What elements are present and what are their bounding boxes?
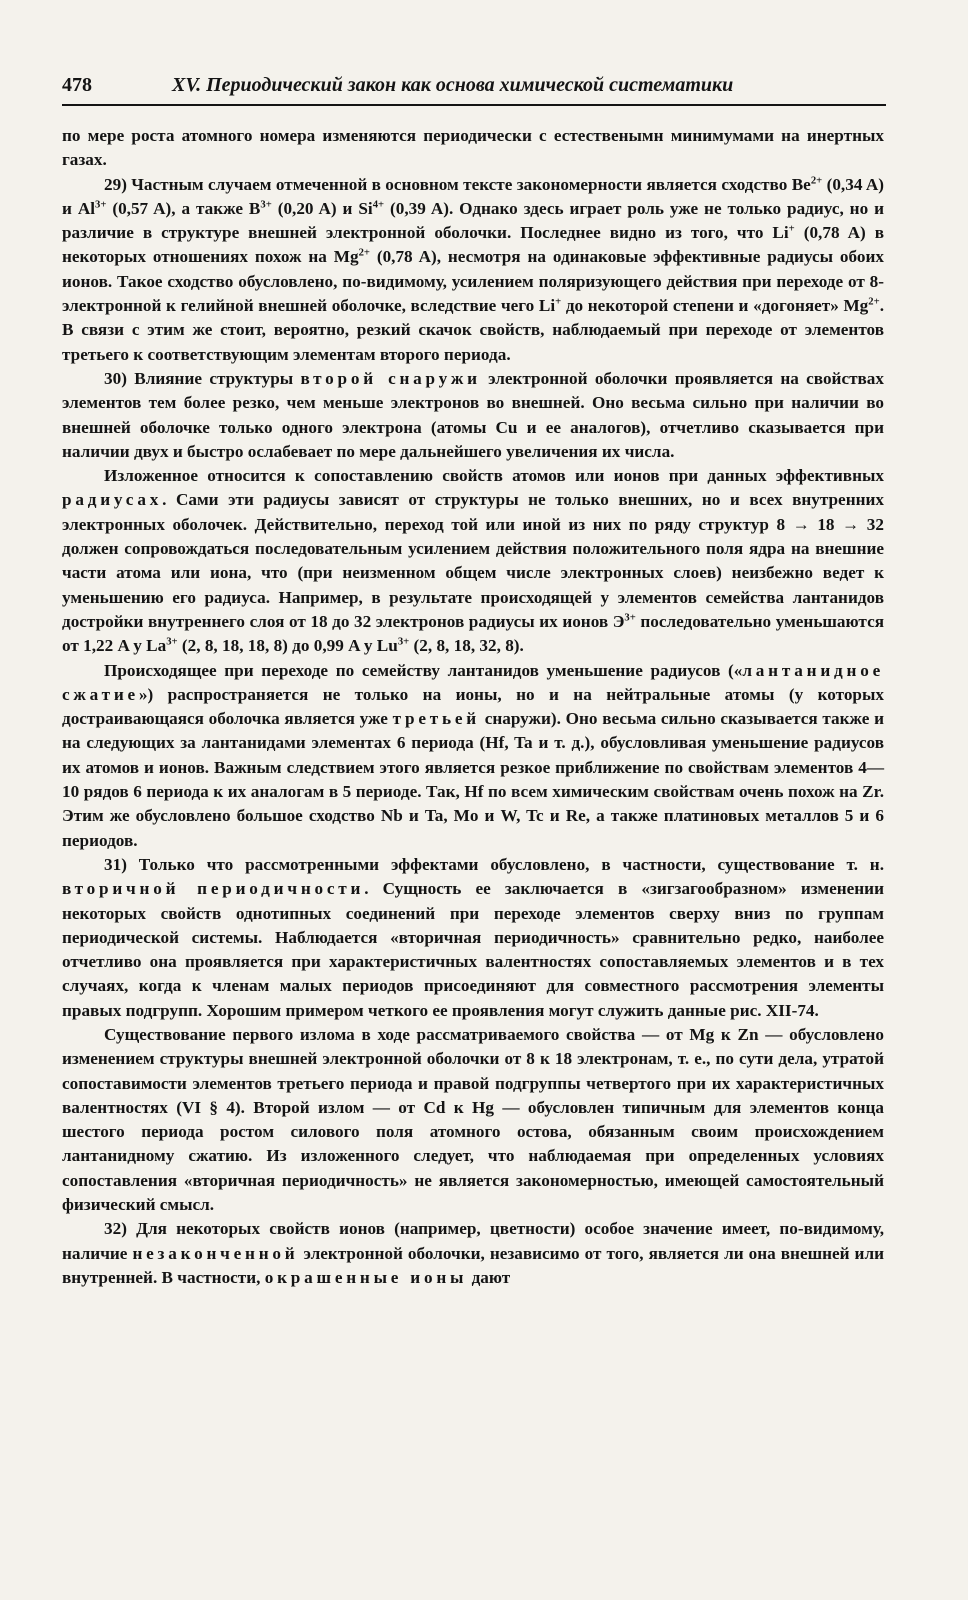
text-run: (0,57 A), а также B xyxy=(106,198,261,218)
emphasized-term: радиусах xyxy=(62,490,163,510)
paragraph xyxy=(62,464,884,658)
superscript-charge: 2+ xyxy=(868,296,880,308)
superscript-charge: 4+ xyxy=(372,199,385,211)
text-run: 32) Для некоторых свойств ионов (например, цветности) особое значение имеет, по-видимому, наличие xyxy=(62,1219,884,1263)
running-title: XV. Периодический закон как основа химической систематики xyxy=(172,74,734,96)
text-run: Существование первого излома в ходе рассматриваемого свойства — от Mg к Zn — обусловлено изменением структуры внешней электронной оболочки от 8 к 18 электронам, т. е., по сути дела, утратой сопоставимости элементов третьего периода и правой подгруппы четвертого при их характеристичных валентностях (VI § 4). Второй излом — от Cd к Hg — обусловлен типичным для элементов конца шестого периода ростом силового поля атомного остова, обязанным своим происхождением лантанидному сжатию. Из изложенного следует, что наблюдаемая при определенных условиях сопоставления «вторичная периодичность» не является закономерностью, имеющей самостоятельный физический смысл. xyxy=(62,1024,884,1215)
paragraph xyxy=(62,173,884,367)
text-run: по мере роста атомного номера изменяются периодически с естественымн минимумами на инертных газах. xyxy=(62,126,884,170)
text-run: (0,20 A) и Si xyxy=(271,198,373,218)
superscript-charge: 3+ xyxy=(624,612,636,624)
text-run: 31) Только что рассмотренными эффектами обусловлено, в частности, существование т. н. xyxy=(104,854,884,874)
text-run: (2, 8, 18, 18, 8) до 0,99 A у Lu xyxy=(177,636,398,656)
text-run: (0,78 A) в некоторых отношениях похож на Mg xyxy=(62,223,884,267)
superscript-charge: 3+ xyxy=(166,636,178,648)
text-run: ») распространяется не только на ионы, но и на нейтральные атомы (у которых достраивающаяся оболочка является уже xyxy=(62,684,884,729)
superscript-charge: 3+ xyxy=(260,199,272,211)
paragraph xyxy=(62,1023,884,1217)
text-run: 29) Частным случаем отмеченной в основном тексте закономерности является сходство Be xyxy=(104,174,811,194)
text-run: (0,39 A). Однако здесь играет роль уже не только радиус, но и различие в структуре внешней электронной оболочки. Последнее видно из того, что Li xyxy=(62,198,884,243)
text-run: электронной оболочки проявляется на свойствах элементов тем более резко, чем меньше электронов во внешней. Оно весьма сильно при наличии во внешней оболочке только одного электрона (атомы Cu и ее аналогов), отчетливо сказывается при наличии двух и быстро ослабевает по мере дальнейшего увеличения их числа. xyxy=(62,368,884,461)
page-number: 478 xyxy=(62,74,92,96)
text-run: . В связи с этим же стоит, вероятно, резкий скачок свойств, наблюдаемый при переходе от элементов третьего к соответствующим элементам второго периода. xyxy=(62,296,884,364)
paragraph xyxy=(62,853,884,1023)
text-run: Происходящее при переходе по семейству лантанидов уменьшение радиусов (« xyxy=(104,660,743,680)
text-run: 30) Влияние структуры xyxy=(104,368,301,388)
superscript-charge: + xyxy=(788,223,795,235)
superscript-charge: 3+ xyxy=(95,199,107,211)
emphasized-term: окрашенные ионы xyxy=(264,1267,468,1287)
superscript-charge: 3+ xyxy=(397,636,410,648)
emphasized-term: лантанидное сжатие xyxy=(62,660,884,704)
paragraph xyxy=(62,367,884,464)
superscript-charge: 2+ xyxy=(810,174,823,186)
emphasized-term: незаконченной xyxy=(132,1243,299,1263)
text-run: последовательно уменьшаются от 1,22 A у La xyxy=(62,611,885,656)
text-run: . Сами эти радиусы зависят от структуры не только внешних, но и всех внутренних электронных оболочек. Действительно, переход той или иной из них по ряду структур 8 → 18 → 32 должен сопровождаться последовательным усилением действия положительного поля ядра на внешние части атома или иона, что (при неизменном общем числе электронных слоев) неизбежно ведет к уменьшению его радиуса. Например, в результате происходящей у элементов семейства лантанидов достройки внутреннего слоя от 18 до 32 электронов радиусы их ионов Э xyxy=(62,490,884,631)
text-run: электронной оболочки, независимо от того, является ли она внешней или внутренней. В частности, xyxy=(62,1243,884,1287)
superscript-charge: 2+ xyxy=(358,247,370,259)
text-run: (0,34 A) и Al xyxy=(62,174,884,218)
superscript-charge: + xyxy=(555,296,562,308)
emphasized-term: вторичной периодичности xyxy=(62,879,365,899)
emphasized-term: третьей xyxy=(392,709,480,729)
text-run: . Сущность ее заключается в «зигзагообразном» изменении некоторых свойств однотипных соединений при переходе элементов сверху вниз по группам периодической системы. Наблюдается «вторичная периодичность» сравнительно редко, наиболее отчетливо она проявляется при характеристичных валентностях сопоставляемых элементов и в тех случаях, когда к членам малых периодов присоединяют для совместного рассмотрения элементы правых подгрупп. Хорошим примером четкого ее проявления могут служить данные рис. XII-74. xyxy=(62,879,884,1020)
text-run: снаружи). Оно весьма сильно сказывается также и на следующих за лантанидами элементах 6 периода (Hf, Ta и т. д.), обусловливая уменьшение радиусов их атомов и ионов. Важным следствием этого является резкое приближение по свойствам элементов 4—10 рядов 6 периода к их аналогам в 5 периоде. Так, Hf по всем химическим свойствам очень похож на Zr. Этим же обусловлено большое сходство Nb и Ta, Mo и W, Tc и Re, а также платиновых металлов 5 и 6 периодов. xyxy=(62,709,885,850)
emphasized-term: второй снаружи xyxy=(300,368,481,388)
text-run: дают xyxy=(467,1267,511,1287)
paragraph xyxy=(62,124,884,173)
paragraph xyxy=(62,659,884,853)
page-header xyxy=(62,72,886,106)
text-run: Изложенное относится к сопоставлению свойств атомов или ионов при данных эффективных xyxy=(104,466,884,486)
body-text xyxy=(62,124,884,1290)
text-run: до некоторой степени и «догоняет» Mg xyxy=(561,296,869,316)
paragraph xyxy=(62,1217,884,1290)
text-run: (0,78 A), несмотря на одинаковые эффективные радиусы обоих ионов. Такое сходство обусловлено, по-видимому, усилением поляризующего действия при переходе от 8-электронной к гелийной внешней оболочке, вследствие чего Li xyxy=(62,247,884,316)
text-run: (2, 8, 18, 32, 8). xyxy=(409,636,524,656)
